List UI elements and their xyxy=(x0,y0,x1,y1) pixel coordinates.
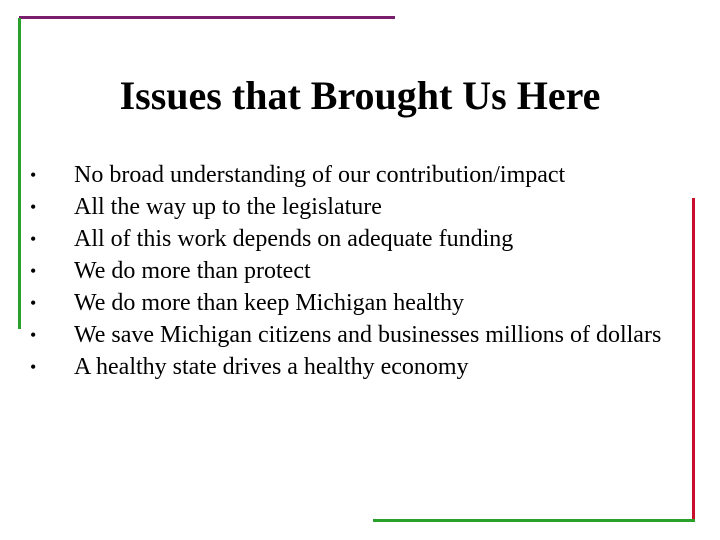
bullet-item xyxy=(22,161,692,189)
frame-line-bottom xyxy=(373,519,695,522)
bullet-icon: • xyxy=(30,229,37,249)
bullet-text: We do more than keep Michigan healthy xyxy=(74,290,464,316)
bullet-item xyxy=(22,353,692,381)
bullet-item xyxy=(22,321,692,349)
bullet-icon: • xyxy=(30,197,37,217)
frame-line-top xyxy=(19,16,395,19)
bullet-text: No broad understanding of our contribution/impact xyxy=(74,162,566,188)
bullet-icon: • xyxy=(30,293,37,313)
bullet-item xyxy=(22,257,692,285)
frame-line-left xyxy=(18,18,21,329)
bullet-text: We do more than protect xyxy=(74,258,311,284)
bullet-text: A healthy state drives a healthy economy xyxy=(74,354,469,380)
bullet-icon: • xyxy=(30,261,37,281)
bullet-text: We save Michigan citizens and businesses millions of dollars xyxy=(74,322,662,348)
bullet-item xyxy=(22,289,692,317)
bullet-text: All of this work depends on adequate funding xyxy=(74,226,514,252)
bullet-item xyxy=(22,193,692,221)
bullet-icon: • xyxy=(30,357,37,377)
bullet-list xyxy=(22,161,692,385)
frame-line-right xyxy=(692,198,695,521)
bullet-item xyxy=(22,225,692,253)
bullet-icon: • xyxy=(30,165,37,185)
bullet-text: All the way up to the legislature xyxy=(74,194,382,220)
bullet-icon: • xyxy=(30,325,37,345)
slide-title: Issues that Brought Us Here xyxy=(119,73,601,118)
